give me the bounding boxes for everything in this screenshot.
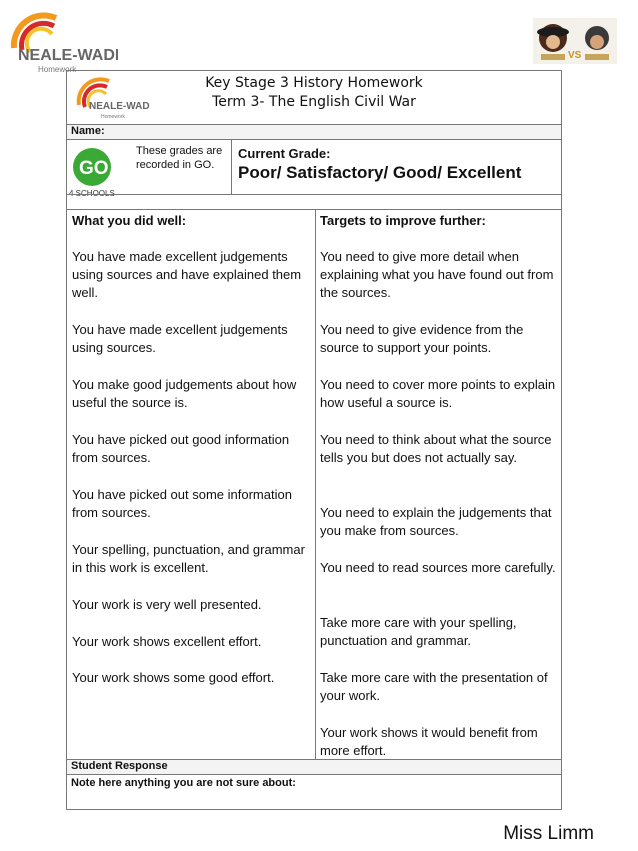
student-response-label: Student Response	[71, 760, 168, 772]
go-note: These grades are recorded in GO.	[136, 145, 223, 171]
name-row	[67, 125, 561, 139]
target-item: You need to think about what the source tells you but does not actually say.	[320, 432, 552, 465]
well-item: You have made excellent judgements using sources.	[72, 322, 288, 355]
vs-graphic	[533, 18, 617, 64]
sheet-subtitle: Term 3- The English Civil War	[212, 94, 416, 110]
well-item: You have made excellent judgements using sources and have explained them well.	[72, 249, 302, 300]
school-logo	[8, 8, 118, 78]
school-logo-text: NEALE-WADE	[18, 47, 118, 64]
note-label: Note here anything you are not sure about:	[71, 777, 296, 789]
header-logo-sub: Homework	[101, 114, 125, 120]
well-item: Your work is very well presented.	[72, 597, 262, 612]
name-label: Name:	[71, 125, 105, 137]
current-grade-label: Current Grade:	[238, 146, 331, 161]
author-name: Miss Limm	[503, 823, 594, 844]
target-item: Take more care with your spelling, punctuation and grammar.	[320, 615, 517, 648]
well-heading: What you did well:	[72, 213, 187, 228]
well-item: Your spelling, punctuation, and grammar in this work is excellent.	[72, 542, 305, 575]
go-logo-sub: 4 SCHOOLS	[69, 189, 115, 198]
well-item: You have picked out good information from sources.	[72, 432, 290, 465]
school-logo-mark	[8, 8, 118, 78]
targets-heading: Targets to improve further:	[320, 213, 486, 228]
go-logo-mark	[69, 143, 131, 199]
target-item: You need to give more detail when explaining what you have found out from the sources.	[320, 249, 554, 300]
target-item: You need to cover more points to explain how useful a source is.	[320, 377, 556, 410]
well-item: Your work shows excellent effort.	[72, 634, 262, 649]
header-logo-text: NEALE-WADE	[89, 101, 150, 112]
go-logo	[69, 143, 131, 199]
grade-options: Poor/ Satisfactory/ Good/ Excellent	[238, 163, 522, 182]
target-item: You need to give evidence from the source to support your points.	[320, 322, 524, 355]
school-logo-sub: Homework	[38, 65, 77, 74]
go-logo-text: GO	[79, 158, 109, 179]
student-response-row	[67, 760, 561, 774]
target-item: Take more care with the presentation of your work.	[320, 670, 548, 703]
sheet-title: Key Stage 3 History Homework	[205, 75, 423, 91]
vs-label: VS	[568, 50, 582, 61]
target-item: Your work shows it would benefit from more effort.	[320, 725, 538, 758]
vs-illustration	[533, 18, 617, 64]
well-item: You have picked out some information from sources.	[72, 487, 292, 520]
target-item: You need to explain the judgements that you make from sources.	[320, 505, 552, 538]
target-item: You need to read sources more carefully.	[320, 560, 556, 575]
homework-sheet	[66, 70, 562, 810]
well-item: You make good judgements about how useful the source is.	[72, 377, 297, 410]
well-item: Your work shows some good effort.	[72, 670, 275, 685]
